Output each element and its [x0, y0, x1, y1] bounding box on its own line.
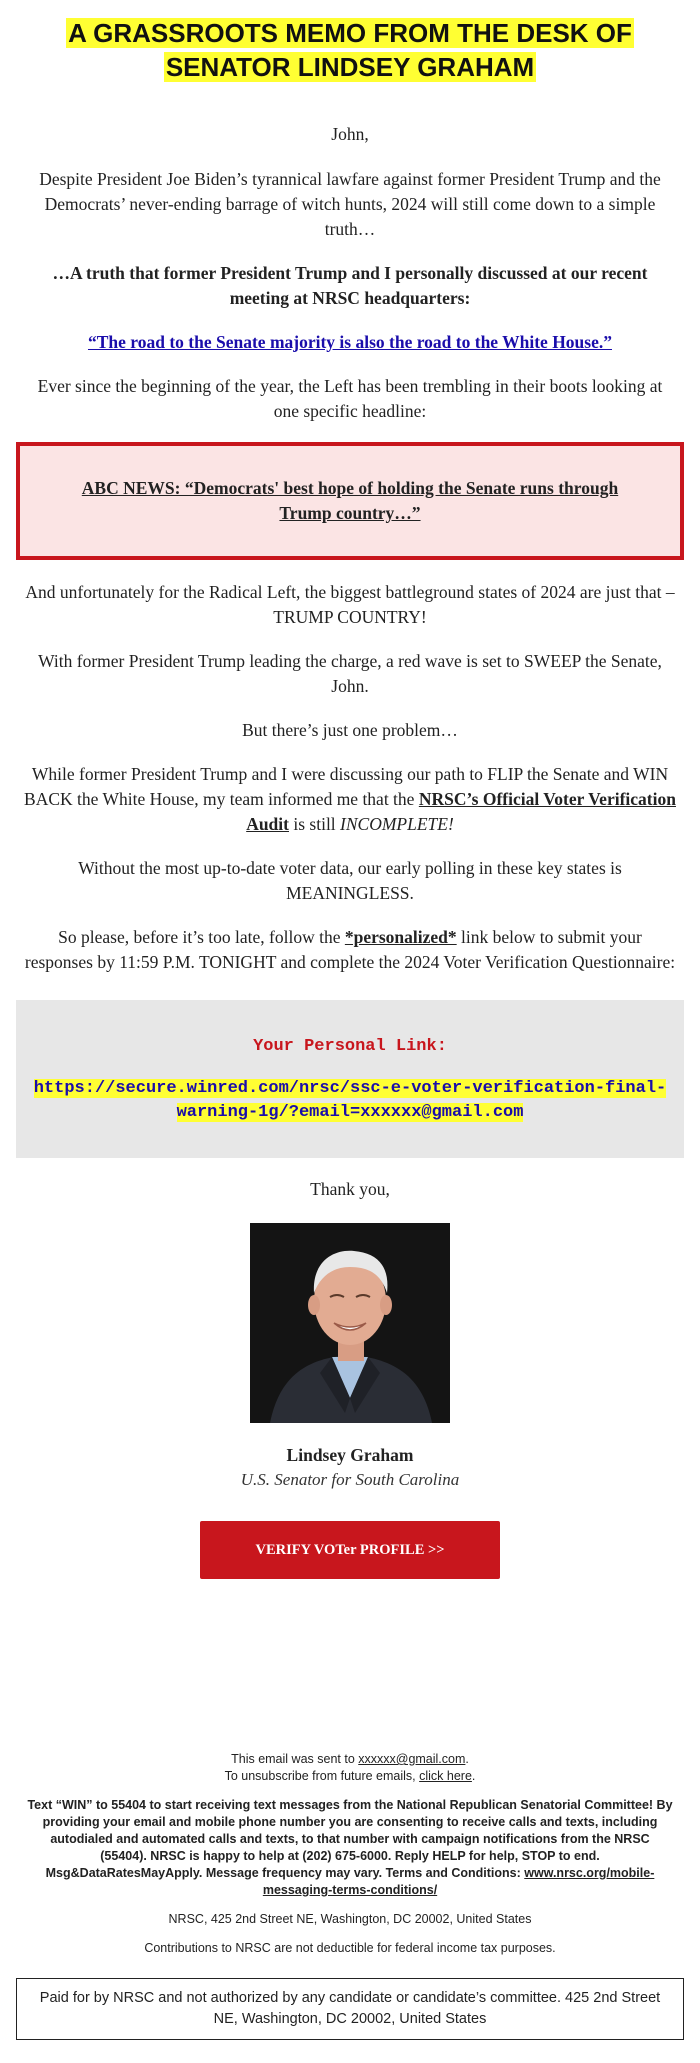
memo-title-line2: SENATOR LINDSEY GRAHAM [165, 52, 535, 82]
paragraph-trump-country: And unfortunately for the Radical Left, the biggest battleground states of 2024 are just that – TRUMP COUNTRY! [25, 582, 675, 627]
sms-disclaimer [26, 1797, 674, 1899]
paragraph-lawfare: Despite President Joe Biden’s tyrannical lawfare against former President Trump and the Democrats’ never-ending barrage of witch hunts, 2024 will still come down to a simple truth… [39, 169, 661, 239]
memo-title [60, 16, 640, 84]
paragraph-one-problem: But there’s just one problem… [242, 720, 458, 740]
paragraph-audit [24, 762, 676, 837]
signer-title: U.S. Senator for South Carolina [240, 1470, 460, 1489]
personal-link-label: Your Personal Link: [253, 1037, 447, 1056]
unsubscribe-prefix: To unsubscribe from future emails, [224, 1769, 420, 1783]
abc-news-headline[interactable]: ABC NEWS: “Democrats' best hope of holding the Senate runs through Trump country…” [81, 478, 619, 523]
sms-disclaimer-text: Text “WIN” to 55404 to start receiving text messages from the National Republican Senatorial Committee! By providing your email and mobile phone number you are consenting to receive calls and texts, including autodialed and automated calls and texts, to that number with campaign notifications from the NRSC (55404). NRSC is happy to help at (202) 675-6000. Reply HELP for help, STOP to end. Msg&DataRatesMayApply. Message frequency may vary. Terms and Conditions: [27, 1798, 673, 1880]
personal-link-url[interactable]: https://secure.winred.com/nrsc/ssc-e-voter-verification-final-warning-1g/?email=xxxxxx@gmail.com [33, 1079, 667, 1122]
paid-for-disclaimer: Paid for by NRSC and not authorized by any candidate or candidate’s committee. 425 2nd Street NE, Washington, DC 20002, United States [16, 1978, 684, 2040]
quote-paragraph [24, 330, 676, 355]
sent-to-email-link[interactable]: xxxxxx@gmail.com [358, 1752, 466, 1766]
nrsc-address: NRSC, 425 2nd Street NE, Washington, DC 20002, United States [168, 1912, 532, 1926]
terms-conditions-link[interactable]: www.nrsc.org/mobile-messaging-terms-conditions/ [262, 1866, 655, 1897]
unsubscribe-line [24, 1768, 676, 1785]
personal-link-box [16, 1000, 684, 1158]
senator-portrait [250, 1223, 450, 1423]
unsubscribe-link[interactable]: click here [419, 1769, 472, 1783]
personalized-link[interactable]: *personalized* [344, 927, 457, 947]
paragraph-meaningless: Without the most up-to-date voter data, our early polling in these key states is MEANINGLESS. [78, 858, 622, 903]
paragraph-red-wave: With former President Trump leading the charge, a red wave is set to SWEEP the Senate, John. [38, 651, 662, 696]
unsubscribe-suffix: . [471, 1769, 476, 1783]
audit-incomplete: INCOMPLETE! [340, 814, 454, 834]
quote-link[interactable]: “The road to the Senate majority is also the road to the White House.” [87, 332, 612, 352]
thanks-line: Thank you, [310, 1179, 390, 1199]
audit-text-a: While former President Trump and I were discussing our path to FLIP the Senate and WIN BACK the White House, my team informed me that the [24, 764, 669, 809]
audit-text-b: is still [288, 814, 341, 834]
deadline-text-a: So please, before it’s too late, follow the [58, 927, 345, 947]
portrait-illustration [250, 1223, 450, 1423]
paragraph-truth: …A truth that former President Trump and I personally discussed at our recent meeting at NRSC headquarters: [52, 263, 648, 308]
verify-voter-profile-button[interactable]: VERIFY VOTer PROFILE >> [200, 1521, 500, 1579]
personal-link-url-wrap [16, 1077, 684, 1125]
sent-to-line [24, 1751, 676, 1768]
email-footer [0, 1751, 700, 1957]
paragraph-deadline [24, 925, 676, 975]
greeting: John, [331, 124, 369, 144]
email-page [0, 16, 700, 2040]
sent-to-prefix: This email was sent to [231, 1752, 359, 1766]
signer-name: Lindsey Graham [286, 1445, 414, 1465]
contributions-notice: Contributions to NRSC are not deductible for federal income tax purposes. [144, 1941, 556, 1955]
audit-link[interactable]: NRSC’s Official Voter Verification Audit [246, 789, 676, 834]
paragraph-trembling: Ever since the beginning of the year, the Left has been trembling in their boots looking at one specific headline: [37, 376, 663, 421]
sent-to-suffix: . [465, 1752, 469, 1766]
abc-news-headline-box [16, 442, 684, 560]
deadline-text-b: link below to submit your responses by 11:59 P.M. TONIGHT and complete the 2024 Voter Verification Questionnaire: [24, 927, 676, 972]
memo-title-line1: A GRASSROOTS MEMO FROM THE DESK OF [68, 18, 632, 48]
